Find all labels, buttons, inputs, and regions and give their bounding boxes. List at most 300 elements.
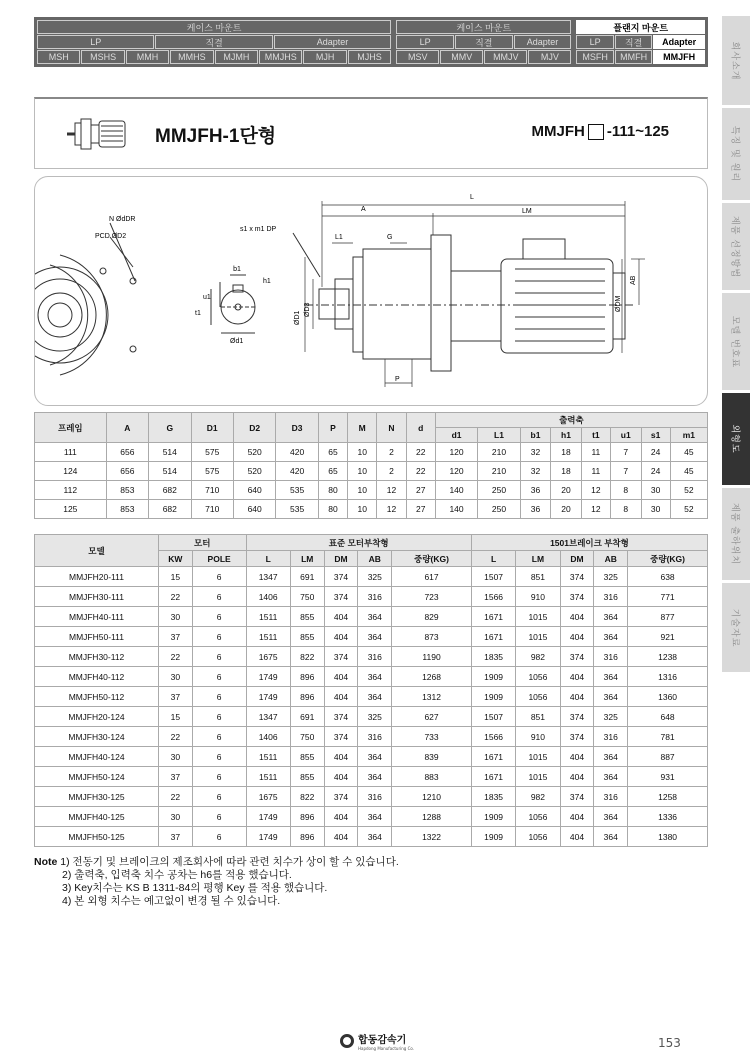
nav-item[interactable]: Adapter [653, 35, 705, 49]
table-row [35, 481, 708, 500]
table-cell: 404 [324, 607, 358, 627]
table-cell: 10 [348, 462, 377, 481]
table-cell: 1511 [246, 767, 290, 787]
side-tab[interactable] [722, 108, 750, 201]
drawing-svg [35, 177, 709, 407]
table-cell: 32 [520, 443, 551, 462]
nav-group [37, 20, 391, 34]
table-cell: 364 [358, 627, 392, 647]
table-cell: 374 [560, 787, 594, 807]
column-header: s1 [641, 428, 670, 443]
table-cell: 7 [610, 462, 641, 481]
table-cell: 1835 [471, 647, 515, 667]
standard-motor-group-header: 표준 모터부착형 [246, 535, 471, 551]
table-cell: MMJFH30-124 [35, 727, 159, 747]
table-cell: 839 [392, 747, 472, 767]
table-cell: 364 [358, 827, 392, 847]
table-cell: 6 [192, 707, 246, 727]
table-cell: 20 [551, 500, 582, 519]
table-cell: 822 [290, 647, 324, 667]
table-cell: 1909 [471, 827, 515, 847]
table-cell: 656 [106, 462, 148, 481]
label-h1: h1 [263, 278, 271, 285]
label-D3: ØD3 [304, 302, 311, 317]
table-row [35, 500, 708, 519]
table-row [35, 647, 708, 667]
table-cell: 1258 [628, 787, 708, 807]
table-cell: 374 [324, 587, 358, 607]
table-cell: 37 [159, 687, 193, 707]
side-tab[interactable] [722, 488, 750, 581]
nav-item[interactable]: 직결 [615, 35, 652, 49]
table-cell: 10 [348, 481, 377, 500]
table-cell: MMJFH40-124 [35, 747, 159, 767]
table-row [35, 707, 708, 727]
label-D1: ØD1 [294, 310, 301, 325]
table-cell: 1909 [471, 807, 515, 827]
table-cell: 124 [35, 462, 107, 481]
table-cell: 24 [641, 462, 670, 481]
table-cell: 325 [594, 567, 628, 587]
table-cell: 37 [159, 767, 193, 787]
model-range [532, 123, 669, 140]
label-n-odr: N ØdDR [109, 216, 136, 223]
table-cell: 6 [192, 647, 246, 667]
table-cell: 30 [159, 747, 193, 767]
table-cell: 112 [35, 481, 107, 500]
label-L: L [470, 194, 474, 201]
label-L1: L1 [335, 234, 343, 241]
nav-row-mount [37, 20, 705, 34]
note-label: Note [34, 856, 58, 868]
table-cell: 18 [551, 443, 582, 462]
table-cell: 374 [560, 707, 594, 727]
table-cell: 420 [276, 443, 318, 462]
nav-item[interactable]: 플랜지 마운트 [576, 20, 705, 34]
table-cell: 1238 [628, 647, 708, 667]
table-cell: 514 [149, 443, 191, 462]
motor-model-table [34, 534, 708, 847]
table-cell: MMJFH50-124 [35, 767, 159, 787]
gearmotor-thumbnail-icon [63, 109, 133, 159]
label-u1: u1 [203, 294, 211, 301]
column-header: A [106, 413, 148, 443]
table-cell: 822 [290, 787, 324, 807]
table-cell: 520 [233, 462, 275, 481]
table-cell: 404 [324, 627, 358, 647]
table-cell: 404 [324, 747, 358, 767]
table-cell: 1671 [471, 607, 515, 627]
table-cell: 111 [35, 443, 107, 462]
nav-group [396, 20, 571, 34]
table-cell: 15 [159, 707, 193, 727]
nav-item[interactable]: MMH [126, 50, 169, 64]
column-header: D3 [276, 413, 318, 443]
table-cell: 12 [581, 481, 610, 500]
nav-row-model [37, 50, 705, 64]
table-cell: 883 [392, 767, 472, 787]
table-cell: 364 [358, 687, 392, 707]
table-cell: 140 [435, 481, 477, 500]
column-header: LM [516, 551, 560, 567]
nav-item[interactable]: MSHS [81, 50, 124, 64]
table-cell: 750 [290, 727, 324, 747]
table-cell: 1671 [471, 747, 515, 767]
table-cell: 640 [233, 481, 275, 500]
nav-group [37, 50, 391, 64]
table-cell: 851 [516, 707, 560, 727]
table-cell: 1909 [471, 687, 515, 707]
table-cell: 648 [628, 707, 708, 727]
note-3: 3) Key치수는 KS B 1311-84의 평행 Key 를 적용 했습니다. [62, 882, 328, 894]
flange-end-view [35, 223, 136, 375]
table-cell: 6 [192, 827, 246, 847]
table-cell: 30 [159, 667, 193, 687]
table-row [35, 767, 708, 787]
table-cell: 887 [628, 747, 708, 767]
column-header: POLE [192, 551, 246, 567]
gear-icon [340, 1034, 354, 1048]
table-cell: 1056 [516, 667, 560, 687]
table-cell: 877 [628, 607, 708, 627]
header-row [35, 535, 708, 551]
nav-row-type [37, 35, 705, 49]
nav-item[interactable]: MMJHS [259, 50, 302, 64]
table-cell: 316 [594, 647, 628, 667]
table-cell: 65 [318, 443, 347, 462]
table-cell: 982 [516, 787, 560, 807]
side-tab[interactable] [722, 203, 750, 291]
table-cell: 1507 [471, 707, 515, 727]
table-cell: 30 [641, 500, 670, 519]
nav-item[interactable]: Adapter [274, 35, 391, 49]
table-cell: 404 [324, 767, 358, 787]
table-cell: 18 [551, 462, 582, 481]
table-cell: 364 [358, 667, 392, 687]
table-cell: 364 [594, 607, 628, 627]
table-cell: 374 [324, 567, 358, 587]
table-cell: 6 [192, 787, 246, 807]
table-cell: MMJFH20-124 [35, 707, 159, 727]
table-cell: 1056 [516, 827, 560, 847]
table-cell: 535 [276, 500, 318, 519]
frame-dimensions-table [34, 412, 708, 519]
table-cell: 1749 [246, 807, 290, 827]
table-cell: 374 [560, 567, 594, 587]
nav-item[interactable]: MMV [440, 50, 483, 64]
table-cell: 404 [560, 687, 594, 707]
table-cell: MMJFH50-112 [35, 687, 159, 707]
table-cell: 364 [594, 667, 628, 687]
nav-item[interactable]: LP [576, 35, 613, 49]
column-header: d1 [435, 428, 477, 443]
table-cell: 250 [478, 481, 520, 500]
table-cell: MMJFH30-112 [35, 647, 159, 667]
table-cell: 140 [435, 500, 477, 519]
table-cell: 404 [560, 747, 594, 767]
table-cell: 325 [594, 707, 628, 727]
nav-item[interactable]: MMJFH [653, 50, 705, 64]
table-cell: 404 [324, 667, 358, 687]
table-cell: 1749 [246, 687, 290, 707]
label-b1: b1 [233, 266, 241, 273]
table-cell: 404 [324, 687, 358, 707]
table-cell: 1190 [392, 647, 472, 667]
table-cell: 27 [406, 481, 435, 500]
table-cell: 10 [348, 443, 377, 462]
table-cell: 404 [324, 827, 358, 847]
nav-item[interactable]: 케이스 마운트 [396, 20, 571, 34]
nav-item[interactable]: MJHS [348, 50, 391, 64]
side-tab-label: 제품 출하위치 [729, 502, 740, 566]
table-cell: 723 [392, 587, 472, 607]
nav-item[interactable]: Adapter [514, 35, 572, 49]
note-line-1 [34, 856, 399, 869]
nav-item[interactable]: MSV [396, 50, 439, 64]
nav-item[interactable]: 케이스 마운트 [37, 20, 391, 34]
nav-group [396, 35, 571, 49]
table-cell: 325 [358, 707, 392, 727]
nav-item[interactable]: MJV [528, 50, 571, 64]
side-tab[interactable] [722, 16, 750, 106]
table-row [35, 807, 708, 827]
note-line-4 [34, 895, 399, 908]
table-cell: 1380 [628, 827, 708, 847]
nav-item[interactable]: MSH [37, 50, 80, 64]
table-row [35, 747, 708, 767]
label-pcd: PCD ØD2 [95, 233, 127, 240]
table-cell: 22 [406, 462, 435, 481]
table-cell: MMJFH20-111 [35, 567, 159, 587]
range-prefix: MMJFH [531, 123, 585, 140]
nav-item[interactable]: MMHS [170, 50, 213, 64]
table-cell: 1675 [246, 647, 290, 667]
table-cell: 1406 [246, 727, 290, 747]
table-cell: 1511 [246, 627, 290, 647]
table-cell: 638 [628, 567, 708, 587]
table-cell: 404 [560, 767, 594, 787]
table-row [35, 587, 708, 607]
nav-group [396, 50, 571, 64]
side-elevation-view [305, 235, 635, 371]
note-4: 4) 본 외형 치수는 예고없이 변경 될 수 있습니다. [62, 895, 281, 907]
table-cell: 1566 [471, 587, 515, 607]
table-cell: 682 [149, 500, 191, 519]
nav-item[interactable]: MJMH [215, 50, 258, 64]
table-row [35, 687, 708, 707]
nav-item[interactable]: MMJV [484, 50, 527, 64]
table-row [35, 667, 708, 687]
table-cell: 710 [191, 500, 233, 519]
table-cell: 8 [610, 481, 641, 500]
table-cell: 6 [192, 567, 246, 587]
table-cell: 855 [290, 747, 324, 767]
table-cell: 931 [628, 767, 708, 787]
column-header: AB [594, 551, 628, 567]
table-cell: 404 [560, 627, 594, 647]
nav-item[interactable]: MSFH [576, 50, 613, 64]
outline-drawing [34, 176, 708, 406]
column-header: L [471, 551, 515, 567]
side-tab-label: 제품 선정방법 [729, 215, 740, 278]
column-header: 중량(KG) [392, 551, 472, 567]
table-cell: 6 [192, 687, 246, 707]
table-cell: 22 [159, 587, 193, 607]
nav-item[interactable]: LP [37, 35, 154, 49]
note-line-2 [34, 869, 399, 882]
table-cell: 6 [192, 587, 246, 607]
column-header: KW [159, 551, 193, 567]
title-box [34, 97, 708, 169]
table-cell: 316 [358, 787, 392, 807]
table-cell: 520 [233, 443, 275, 462]
side-tab-label: 모델 번호표 [729, 315, 740, 368]
nav-item[interactable]: LP [396, 35, 454, 49]
column-header: h1 [551, 428, 582, 443]
table-cell: 1056 [516, 687, 560, 707]
dimension-lines [305, 201, 645, 387]
table-cell: 22 [159, 787, 193, 807]
table-cell: 80 [318, 481, 347, 500]
table-cell: 910 [516, 727, 560, 747]
table-cell: 896 [290, 807, 324, 827]
column-header: P [318, 413, 347, 443]
column-header: u1 [610, 428, 641, 443]
side-tab[interactable] [722, 583, 750, 673]
table-cell: 15 [159, 567, 193, 587]
table-cell: 420 [276, 462, 318, 481]
side-tab[interactable] [722, 393, 750, 486]
table-cell: 1511 [246, 747, 290, 767]
table-cell: 125 [35, 500, 107, 519]
table-cell: 1015 [516, 767, 560, 787]
nav-item[interactable]: 직결 [155, 35, 272, 49]
table-cell: 364 [594, 687, 628, 707]
table-cell: 1056 [516, 807, 560, 827]
column-header: DM [560, 551, 594, 567]
table-cell: 691 [290, 567, 324, 587]
column-header: G [149, 413, 191, 443]
range-suffix: -111~125 [606, 123, 669, 140]
nav-group [37, 35, 391, 49]
column-header: D2 [233, 413, 275, 443]
table-cell: 6 [192, 667, 246, 687]
column-header: 프레임 [35, 413, 107, 443]
notes [34, 856, 399, 908]
table-cell: 316 [594, 727, 628, 747]
table-cell: 12 [377, 481, 406, 500]
note-1: 1) 전동기 및 브레이크의 제조회사에 따라 관련 치수가 상이 할 수 있습니다. [60, 856, 399, 868]
table-cell: 6 [192, 727, 246, 747]
table-cell: 2 [377, 443, 406, 462]
table-cell: 896 [290, 667, 324, 687]
table-cell: 374 [324, 707, 358, 727]
side-tab[interactable] [722, 293, 750, 391]
table-cell: MMJFH30-111 [35, 587, 159, 607]
table-row [35, 627, 708, 647]
table-cell: MMJFH30-125 [35, 787, 159, 807]
table-row [35, 607, 708, 627]
table-cell: 374 [324, 727, 358, 747]
nav-item[interactable]: 직결 [455, 35, 513, 49]
table-cell: 36 [520, 500, 551, 519]
section-side-tabs [722, 0, 750, 1060]
table-cell: 1360 [628, 687, 708, 707]
output-shaft-group-header: 출력축 [435, 413, 707, 428]
table-cell: 873 [392, 627, 472, 647]
label-t1: t1 [195, 310, 201, 317]
table-cell: 750 [290, 587, 324, 607]
table-cell: 10 [348, 500, 377, 519]
nav-item[interactable]: MJH [303, 50, 346, 64]
table-cell: 617 [392, 567, 472, 587]
table-row [35, 827, 708, 847]
page-title: MMJFH-1단형 [155, 126, 277, 147]
label-G: G [387, 234, 393, 241]
nav-item[interactable]: MMFH [615, 50, 652, 64]
table-cell: 374 [324, 647, 358, 667]
table-cell: 682 [149, 481, 191, 500]
table-cell: 364 [594, 767, 628, 787]
table-cell: 855 [290, 607, 324, 627]
table-cell: 32 [520, 462, 551, 481]
column-header: m1 [670, 428, 707, 443]
table-cell: 1749 [246, 667, 290, 687]
table-cell: 1288 [392, 807, 472, 827]
table-cell: 982 [516, 647, 560, 667]
model-header: 모델 [35, 535, 159, 567]
column-header: t1 [581, 428, 610, 443]
label-DM: ØDM [615, 295, 622, 312]
table-cell: 11 [581, 443, 610, 462]
table-cell: MMJFH40-112 [35, 667, 159, 687]
table-cell: 80 [318, 500, 347, 519]
column-header: D1 [191, 413, 233, 443]
table-cell: 1507 [471, 567, 515, 587]
note-line-3 [34, 882, 399, 895]
table-cell: 12 [377, 500, 406, 519]
table-cell: 855 [290, 767, 324, 787]
table-cell: 1671 [471, 627, 515, 647]
table-cell: 1347 [246, 567, 290, 587]
table-cell: 853 [106, 500, 148, 519]
table-cell: 52 [670, 500, 707, 519]
table-cell: 364 [594, 827, 628, 847]
column-header: M [348, 413, 377, 443]
nav-group [576, 35, 705, 49]
motor-group-header: 모터 [159, 535, 247, 551]
brake-group-header: 1501브레이크 부착형 [471, 535, 707, 551]
table-cell: 710 [191, 481, 233, 500]
table-cell: 374 [560, 727, 594, 747]
side-tab-label: 기술자료 [729, 608, 740, 647]
table-cell: 1322 [392, 827, 472, 847]
company-logo [340, 1031, 414, 1051]
table-cell: 30 [641, 481, 670, 500]
table-cell: 1566 [471, 727, 515, 747]
table-cell: 1406 [246, 587, 290, 607]
table-cell: 851 [516, 567, 560, 587]
table-cell: 37 [159, 827, 193, 847]
label-d1: Ød1 [230, 338, 244, 345]
table-cell: MMJFH50-111 [35, 627, 159, 647]
table-cell: 627 [392, 707, 472, 727]
table-cell: 404 [560, 827, 594, 847]
table-cell: MMJFH40-111 [35, 607, 159, 627]
table-cell: 364 [358, 767, 392, 787]
table-cell: 364 [358, 747, 392, 767]
nav-group [576, 20, 705, 34]
